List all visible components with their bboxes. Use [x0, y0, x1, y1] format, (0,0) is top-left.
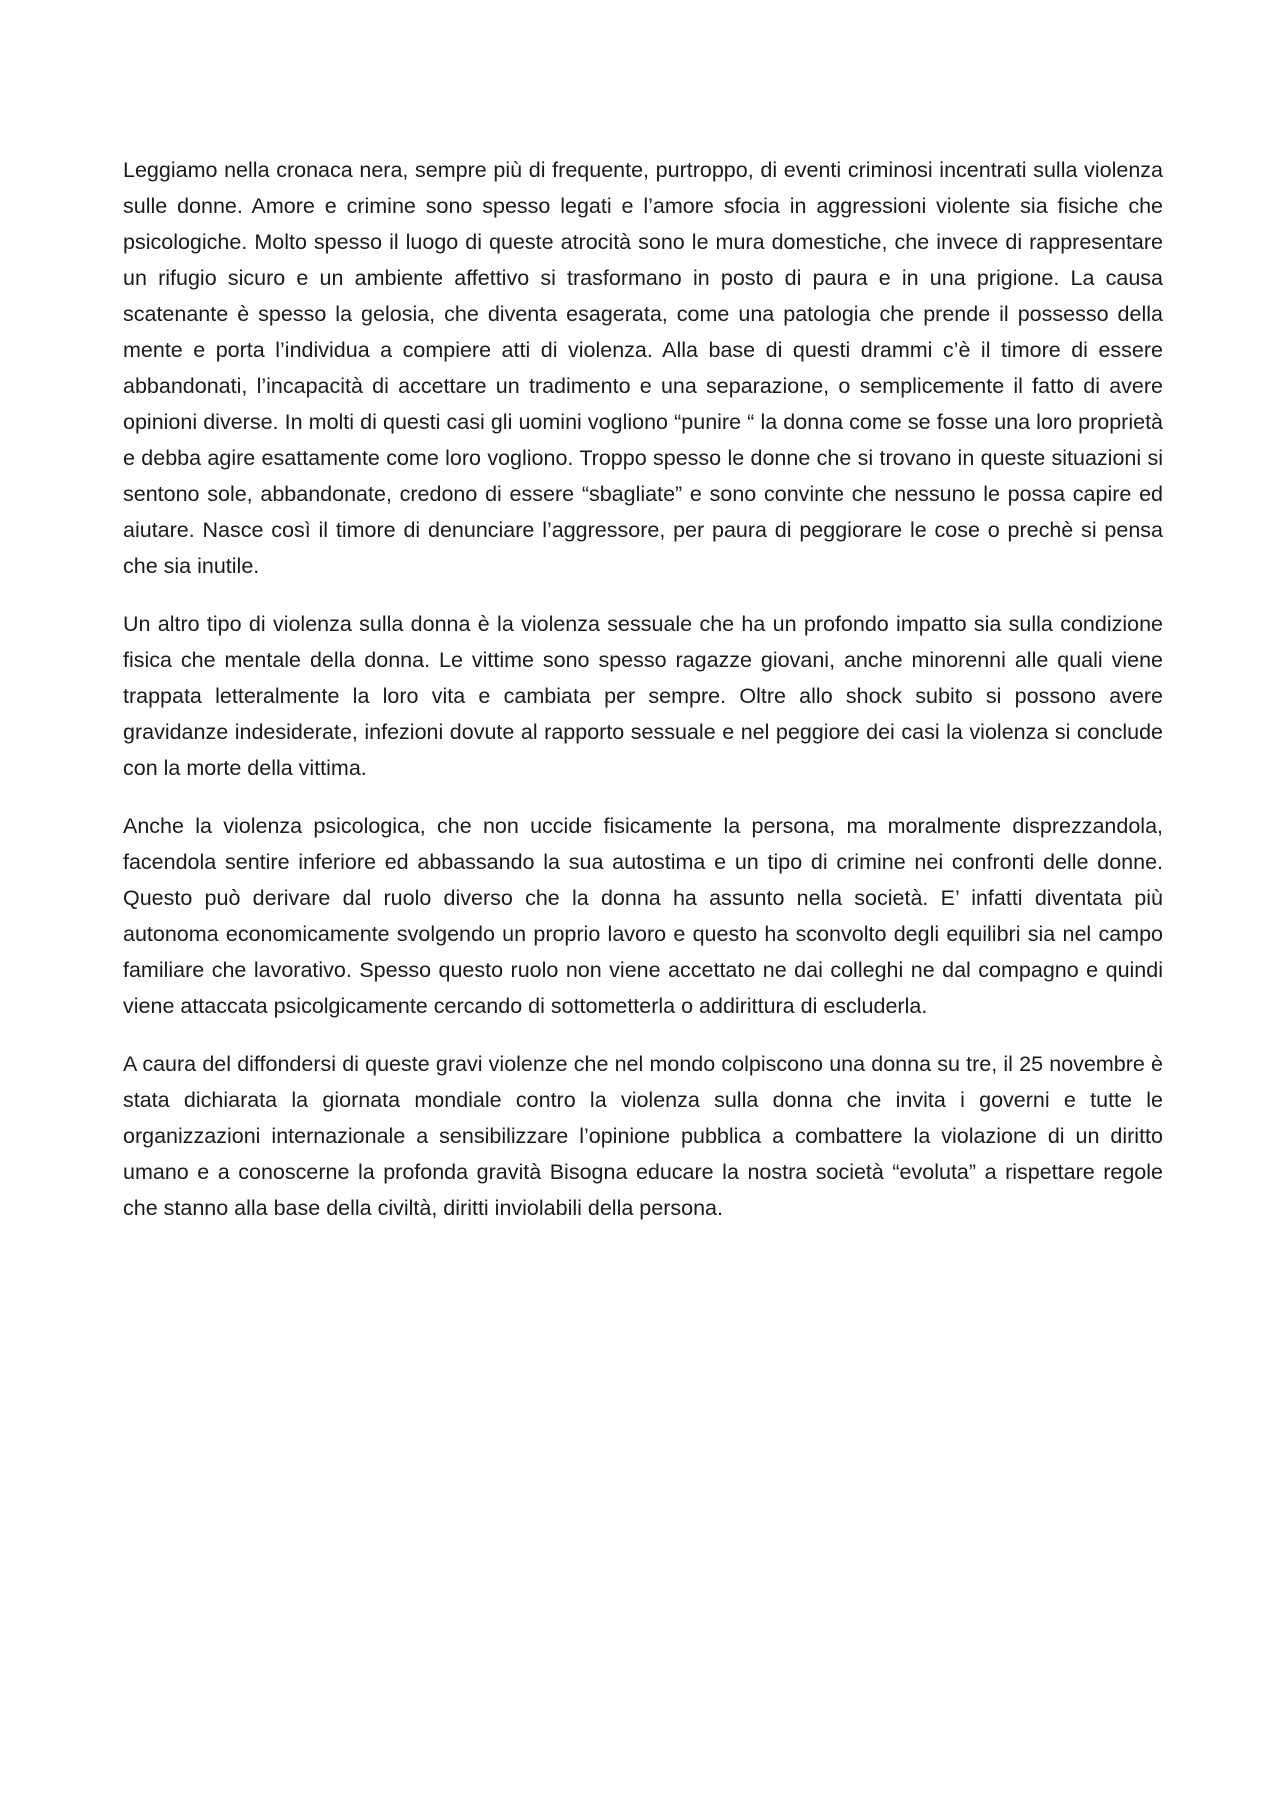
- paragraph-2: Un altro tipo di violenza sulla donna è la violenza sessuale che ha un profondo impatto sia sulla condizione fisica che mentale della donna. Le vittime sono spesso ragazze giovani, anche minorenni alle quali viene trappata letteralmente la loro vita e cambiata per sempre. Oltre allo shock subito si possono avere gravidanze indesiderate, infezioni dovute al rapporto sessuale e nel peggiore dei casi la violenza si conclude con la morte della vittima.: [123, 612, 1163, 780]
- paragraph-1: Leggiamo nella cronaca nera, sempre più di frequente, purtroppo, di eventi criminosi incentrati sulla violenza sulle donne. Amore e crimine sono spesso legati e l’amore sfocia in aggressioni violente sia fisiche che psicologiche. Molto spesso il luogo di queste atrocità sono le mura domestiche, che invece di rappresentare un rifugio sicuro e un ambiente affettivo si trasformano in posto di paura e in una prigione. La causa scatenante è spesso la gelosia, che diventa esagerata, come una patologia che prende il possesso della mente e porta l’individua a compiere atti di violenza. Alla base di questi drammi c’è il timore di essere abbandonati, l’incapacità di accettare un tradimento e una separazione, o semplicemente il fatto di avere opinioni diverse. In molti di questi casi gli uomini vogliono “punire “ la donna come se fosse una loro proprietà e debba agire esattamente come loro vogliono. Troppo spesso le donne che si trovano in queste situazioni si sentono sole, abbandonate, credono di essere “sbagliate” e sono convinte che nessuno le possa capire ed aiutare. Nasce così il timore di denunciare l’aggressore, per paura di peggiorare le cose o prechè si pensa che sia inutile.: [123, 158, 1163, 578]
- document-body: [123, 152, 1163, 1248]
- paragraph-3: Anche la violenza psicologica, che non uccide fisicamente la persona, ma moralmente disprezzandola, facendola sentire inferiore ed abbassando la sua autostima e un tipo di crimine nei confronti delle donne. Questo può derivare dal ruolo diverso che la donna ha assunto nella società. E’ infatti diventata più autonoma economicamente svolgendo un proprio lavoro e questo ha sconvolto degli equilibri sia nel campo familiare che lavorativo. Spesso questo ruolo non viene accettato ne dai colleghi ne dal compagno e quindi viene attaccata psicolgicamente cercando di sottometterla o addirittura di escluderla.: [123, 814, 1163, 1018]
- paragraph-4: A caura del diffondersi di queste gravi violenze che nel mondo colpiscono una donna su tre, il 25 novembre è stata dichiarata la giornata mondiale contro la violenza sulla donna che invita i governi e tutte le organizzazioni internazionale a sensibilizzare l’opinione pubblica a combattere la violazione di un diritto umano e a conoscerne la profonda gravità Bisogna educare la nostra società “evoluta” a rispettare regole che stanno alla base della civiltà, diritti inviolabili della persona.: [123, 1052, 1163, 1220]
